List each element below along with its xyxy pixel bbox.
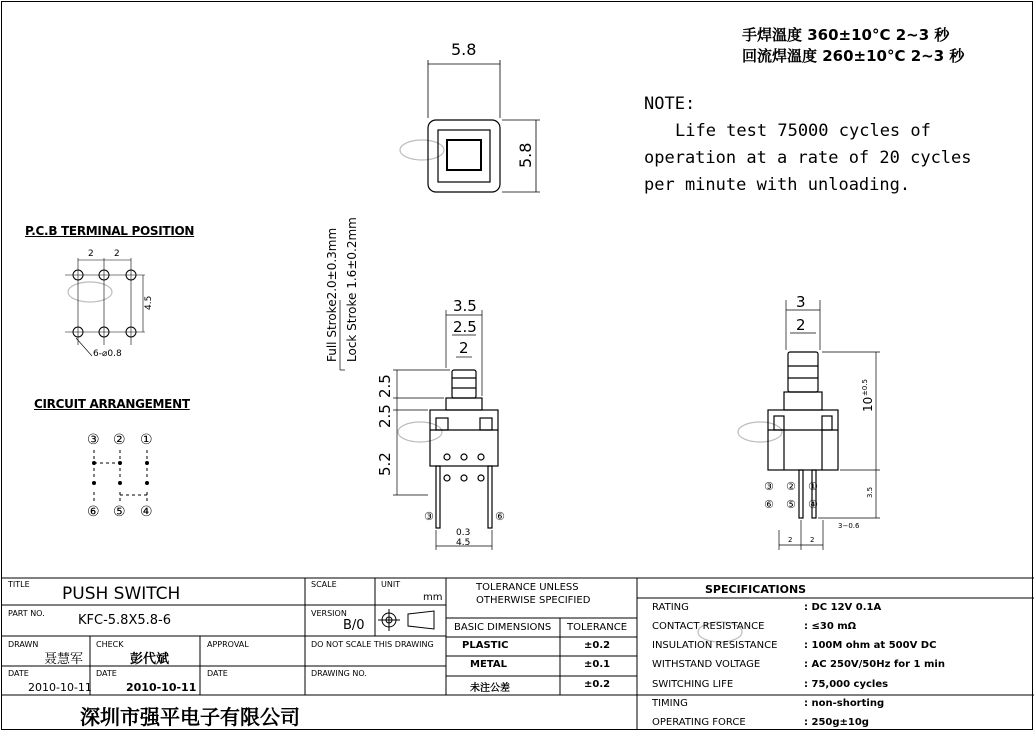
side-height-tol: ±0.5 <box>861 379 869 396</box>
date-label-1: DATE <box>8 669 29 678</box>
pcb-pitch-2: 2 <box>114 249 120 259</box>
tolerance-row-value: ±0.1 <box>584 659 611 670</box>
front-pin-width: 0.3 <box>456 528 471 538</box>
top-width-dim: 5.8 <box>451 40 477 59</box>
tolerance-heading-2: OTHERWISE SPECIFIED <box>476 595 591 606</box>
date-value-1: 2010-10-11 <box>28 681 92 694</box>
front-w3-dim: 2 <box>459 339 469 357</box>
side-view-drawing <box>768 300 880 550</box>
spec-name: TIMING <box>652 698 688 709</box>
pcb-holes <box>65 258 145 356</box>
tolerance-row-value: ±0.2 <box>584 640 611 651</box>
tolerance-row-name: PLASTIC <box>462 640 509 651</box>
tolerance-col-basic: BASIC DIMENSIONS <box>454 622 552 633</box>
side-pin-3: ③ <box>764 480 774 493</box>
spec-name: SWITCHING LIFE <box>652 679 734 690</box>
top-view-drawing <box>428 60 540 192</box>
drawing-no-label: DRAWING NO. <box>311 669 367 678</box>
note-heading: NOTE: <box>644 94 696 114</box>
tolerance-heading-1: TOLERANCE UNLESS <box>476 582 579 593</box>
check-value: 彭代斌 <box>130 652 170 667</box>
note-line-1: Life test 75000 cycles of <box>675 121 931 141</box>
spec-name: OPERATING FORCE <box>652 717 746 728</box>
check-label: CHECK <box>96 640 124 649</box>
circuit-lines <box>94 450 147 503</box>
pcb-row-gap: 4.5 <box>144 295 154 310</box>
solder-reflow-temp: 回流焊溫度 260±10°C 2~3 秒 <box>742 47 965 65</box>
approval-label: APPROVAL <box>207 640 249 649</box>
solder-hand-temp: 手焊溫度 360±10°C 2~3 秒 <box>742 26 950 44</box>
front-view-drawing <box>340 300 498 550</box>
spec-value-text: DC 12V 0.1A <box>811 602 882 613</box>
spec-value-text: non-shorting <box>811 698 885 709</box>
side-pitch-2: 2 <box>810 536 815 544</box>
watermark-group <box>68 140 782 642</box>
spec-value-text: ≤30 mΩ <box>811 621 857 632</box>
circuit-pin-2: ② <box>113 432 126 448</box>
side-height-dim: 10 <box>861 396 875 412</box>
circuit-dots <box>92 461 149 485</box>
projection-symbol-icon <box>378 609 434 631</box>
side-pin-2: ② <box>786 480 796 493</box>
tolerance-col-tol: TOLERANCE <box>567 622 628 633</box>
drawn-value: 聂慧军 <box>44 652 84 667</box>
side-pin-4: ④ <box>808 498 818 511</box>
circuit-pin-5: ⑤ <box>113 504 126 520</box>
spec-value: : 75,000 cycles <box>804 679 889 690</box>
circuit-heading: CIRCUIT ARRANGEMENT <box>34 397 190 411</box>
spec-name: WITHSTAND VOLTAGE <box>652 659 761 670</box>
front-pin-span: 4.5 <box>456 538 471 548</box>
spec-value: : non-shorting <box>804 698 885 709</box>
date-value-2: 2010-10-11 <box>126 681 197 694</box>
spec-name: CONTACT RESISTANCE <box>652 621 765 632</box>
side-pin-1: ① <box>808 480 818 493</box>
front-h1-dim: 2.5 <box>376 374 394 398</box>
scale-label: SCALE <box>311 580 337 589</box>
note-line-3: per minute with unloading. <box>644 175 911 195</box>
tolerance-row-name: METAL <box>470 659 507 670</box>
top-height-dim: 5.8 <box>516 142 535 168</box>
version-label: VERSION <box>311 609 347 618</box>
spec-value: : 100M ohm at 500V DC <box>804 640 937 651</box>
drawn-label: DRAWN <box>8 640 39 649</box>
front-h2-dim: 2.5 <box>376 404 394 428</box>
side-pin-5: ⑤ <box>786 498 796 511</box>
circuit-pin-4: ④ <box>140 504 153 520</box>
front-w2-dim: 2.5 <box>453 318 477 336</box>
tolerance-row-name: 未注公差 <box>470 683 510 694</box>
spec-value: : 250g±10g <box>804 717 869 728</box>
circuit-pin-1: ① <box>140 432 153 448</box>
side-w2-dim: 2 <box>796 316 806 334</box>
circuit-pin-6: ⑥ <box>87 504 100 520</box>
title-value: PUSH SWITCH <box>62 584 181 604</box>
part-no-value: KFC-5.8X5.8-6 <box>78 613 171 628</box>
front-h3-dim: 5.2 <box>376 452 394 476</box>
no-scale-note: DO NOT SCALE THIS DRAWING <box>311 640 434 649</box>
company-name: 深圳市强平电子有限公司 <box>80 705 300 729</box>
spec-value-text: 250g±10g <box>811 717 869 728</box>
note-line-2: operation at a rate of 20 cycles <box>644 148 972 168</box>
spec-value: : ≤30 mΩ <box>804 621 857 632</box>
date-label-3: DATE <box>207 669 228 678</box>
side-pitch-1: 2 <box>788 536 793 544</box>
lock-stroke-label: Lock Stroke 1.6±0.2mm <box>345 217 359 362</box>
spec-name: INSULATION RESISTANCE <box>652 640 778 651</box>
spec-value-text: 75,000 cycles <box>811 679 889 690</box>
side-pin-6: ⑥ <box>764 498 774 511</box>
full-stroke-label: Full Stroke2.0±0.3mm <box>325 227 339 362</box>
date-label-2: DATE <box>96 669 117 678</box>
front-pin-6: ⑥ <box>495 510 505 523</box>
pcb-heading: P.C.B TERMINAL POSITION <box>25 224 195 238</box>
spec-value: : DC 12V 0.1A <box>804 602 882 613</box>
front-w1-dim: 3.5 <box>453 297 477 315</box>
front-pin-3: ③ <box>424 510 434 523</box>
side-pin-length: 3.5 <box>866 486 874 498</box>
unit-value: mm <box>423 592 443 603</box>
spec-value-text: AC 250V/50Hz for 1 min <box>811 659 945 670</box>
tolerance-row-value: ±0.2 <box>584 679 611 690</box>
specs-heading: SPECIFICATIONS <box>705 583 807 596</box>
version-value: B/0 <box>343 618 365 633</box>
side-pin-width: 3−0.6 <box>838 522 860 530</box>
pcb-pitch-1: 2 <box>88 249 94 259</box>
title-label: TITLE <box>8 580 30 589</box>
spec-name: RATING <box>652 602 689 613</box>
spec-value-text: 100M ohm at 500V DC <box>811 640 937 651</box>
part-no-label: PART NO. <box>8 609 45 618</box>
pcb-hole-spec: 6-⌀0.8 <box>93 349 122 359</box>
circuit-pin-3: ③ <box>87 432 100 448</box>
side-w1-dim: 3 <box>796 293 806 311</box>
unit-label: UNIT <box>381 580 401 589</box>
spec-value: : AC 250V/50Hz for 1 min <box>804 659 945 670</box>
